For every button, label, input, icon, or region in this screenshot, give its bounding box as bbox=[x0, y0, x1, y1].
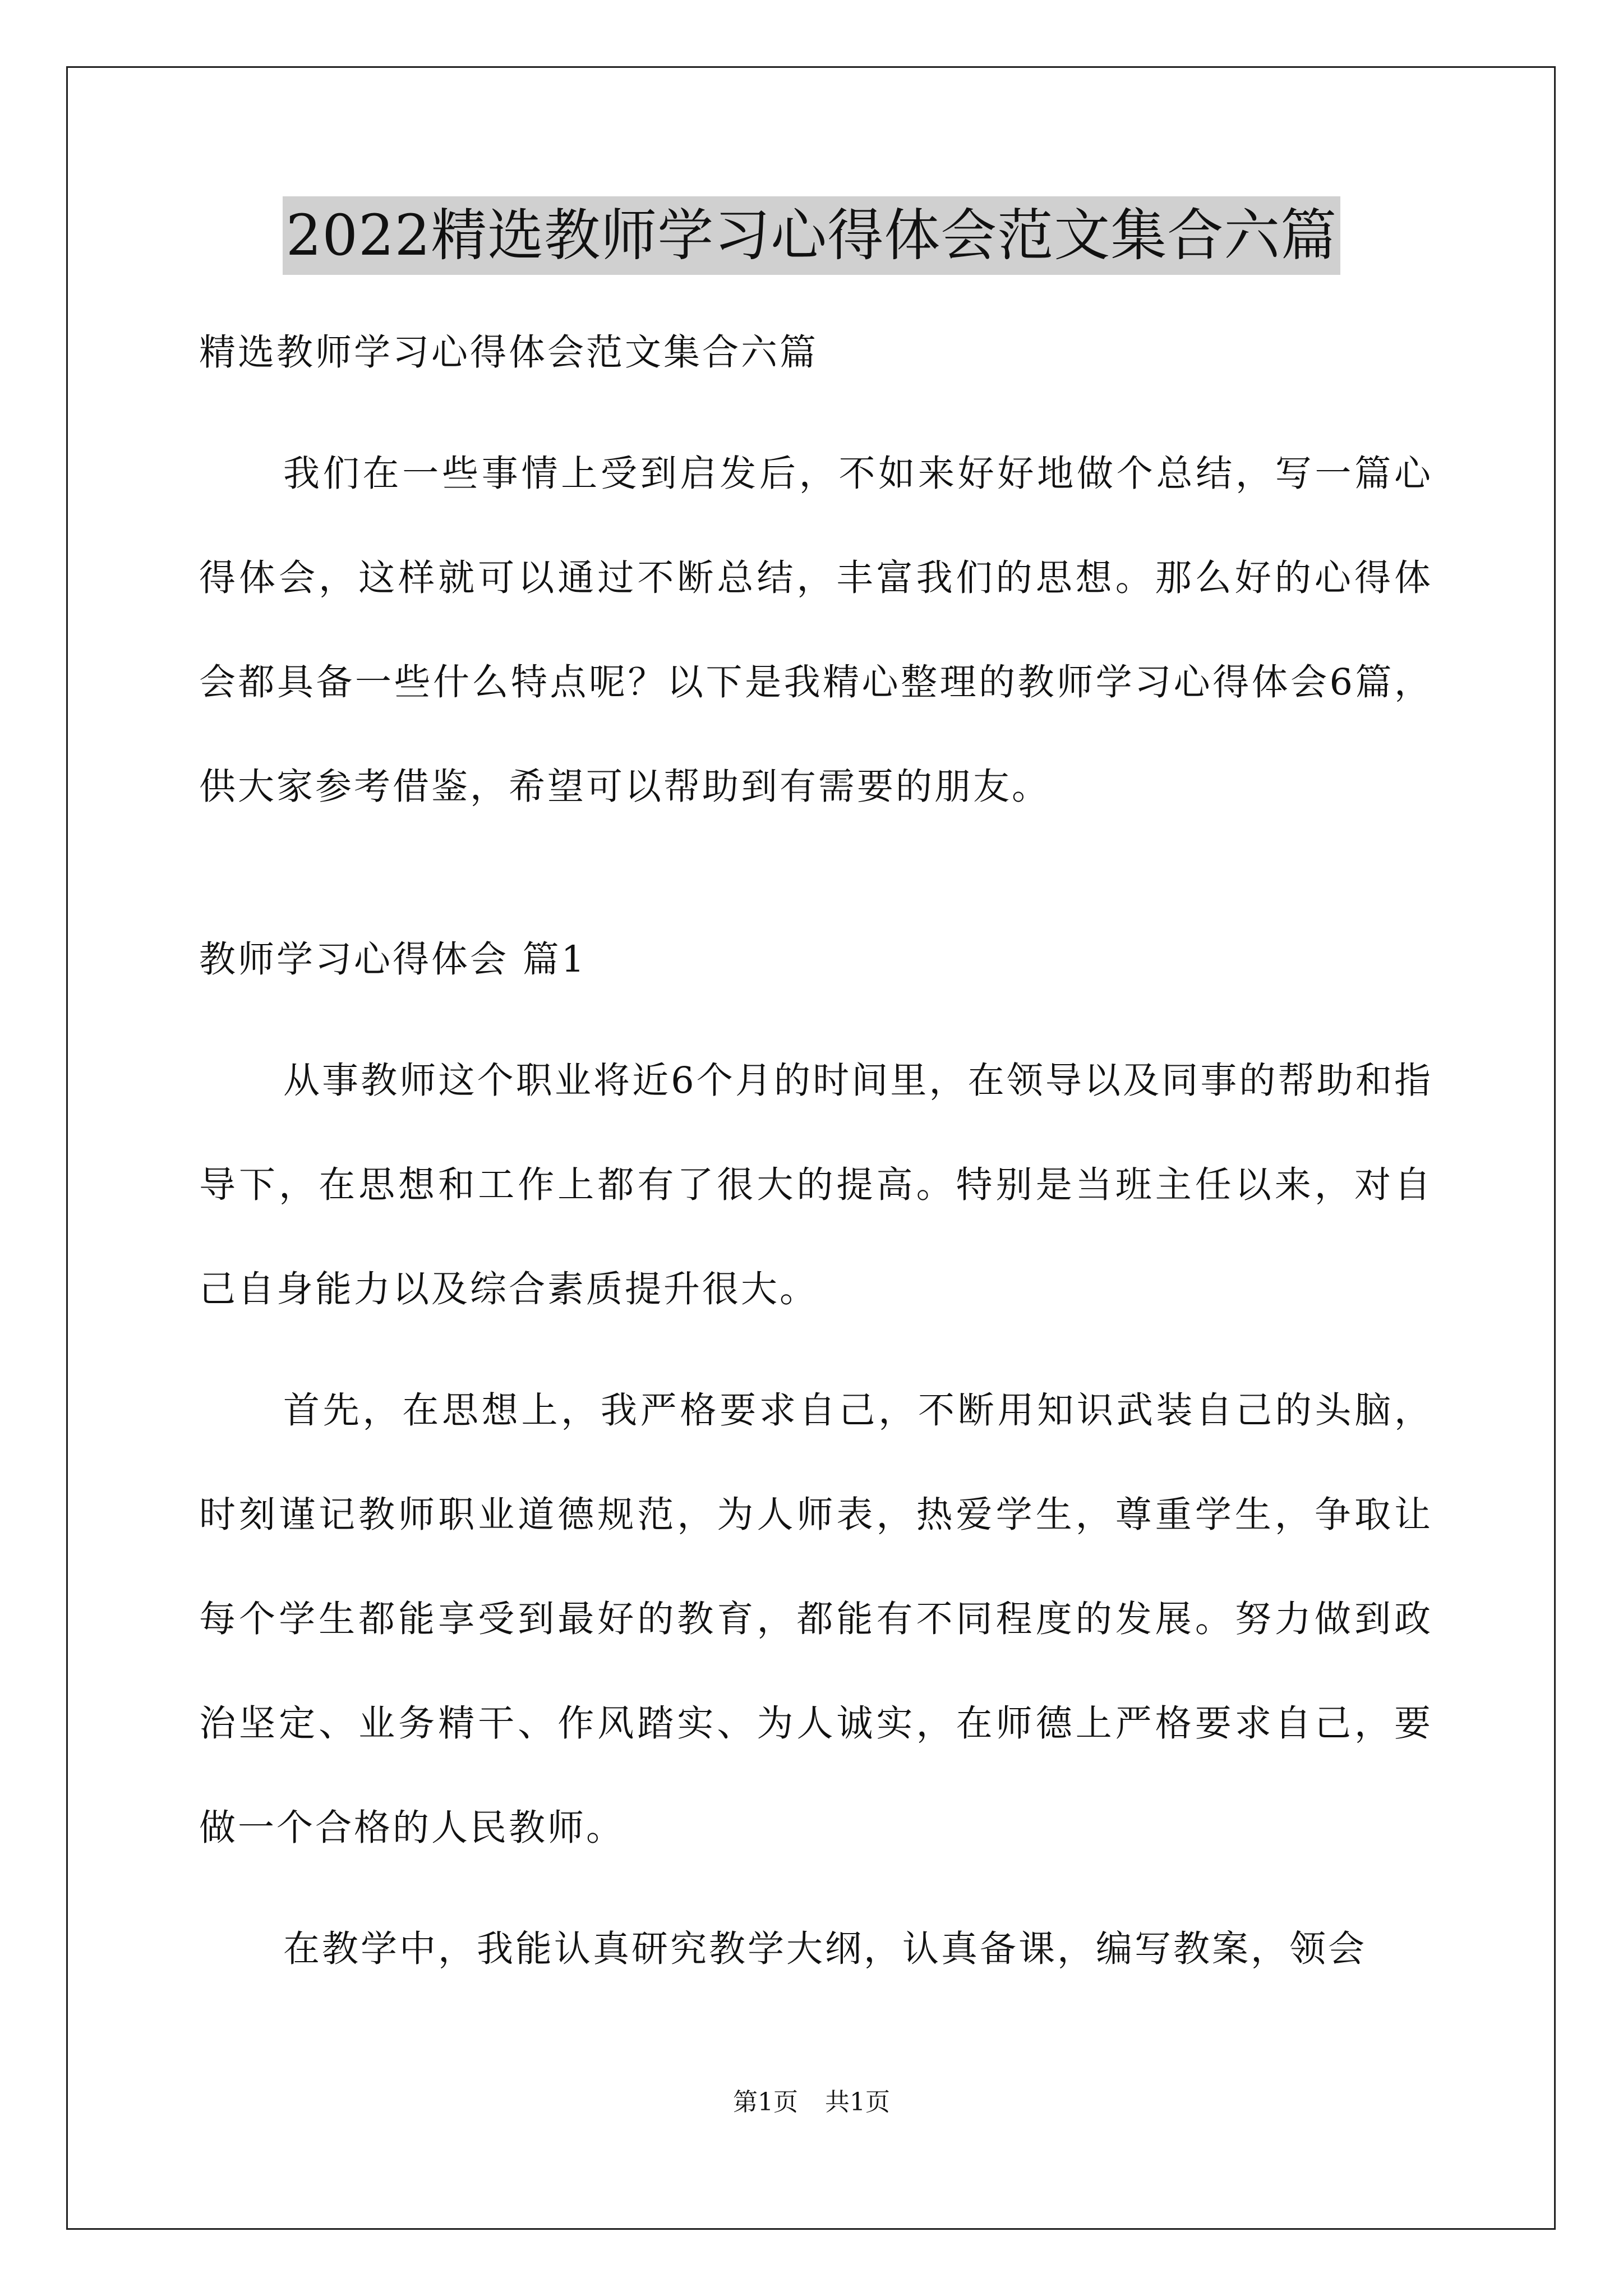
document-body bbox=[199, 301, 1433, 2001]
spacer bbox=[199, 839, 1433, 908]
spacer bbox=[199, 405, 1433, 422]
page-number: 第1页 bbox=[733, 2088, 798, 2116]
document-title: 2022精选教师学习心得体会范文集合六篇 bbox=[283, 196, 1341, 275]
spacer bbox=[199, 1342, 1433, 1359]
spacer bbox=[199, 1012, 1433, 1029]
body-paragraph: 首先，在思想上，我严格要求自己，不断用知识武装自己的头脑，时刻谨记教师职业道德规范，为人师表，热爱学生，尊重学生，争取让每个学生都能享受到最好的教育，都能有不同程度的发展。努力做到政治坚定、业务精干、作风踏实、为人诚实，在师德上严格要求自己，要做一个合格的人民教师。 bbox=[199, 1389, 1433, 1849]
section-heading: 教师学习心得体会 篇1 bbox=[199, 938, 587, 981]
page-total: 共1页 bbox=[825, 2088, 890, 2116]
body-paragraph: 在教学中，我能认真研究教学大纲，认真备课，编写教案，领会 bbox=[283, 1928, 1367, 1970]
document-subtitle: 精选教师学习心得体会范文集合六篇 bbox=[199, 332, 819, 374]
body-paragraph: 从事教师这个职业将近6个月的时间里，在领导以及同事的帮助和指导下，在思想和工作上都有了很大的提高。特别是当班主任以来，对自己自身能力以及综合素质提升很大。 bbox=[199, 1060, 1433, 1310]
page-footer bbox=[0, 2086, 1623, 2119]
intro-paragraph: 我们在一些事情上受到启发后，不如来好好地做个总结，写一篇心得体会，这样就可以通过不断总结，丰富我们的思想。那么好的心得体会都具备一些什么特点呢？以下是我精心整理的教师学习心得体会6篇，供大家参考借鉴，希望可以帮助到有需要的朋友。 bbox=[199, 453, 1433, 808]
title-container bbox=[0, 196, 1623, 275]
spacer bbox=[199, 1880, 1433, 1897]
